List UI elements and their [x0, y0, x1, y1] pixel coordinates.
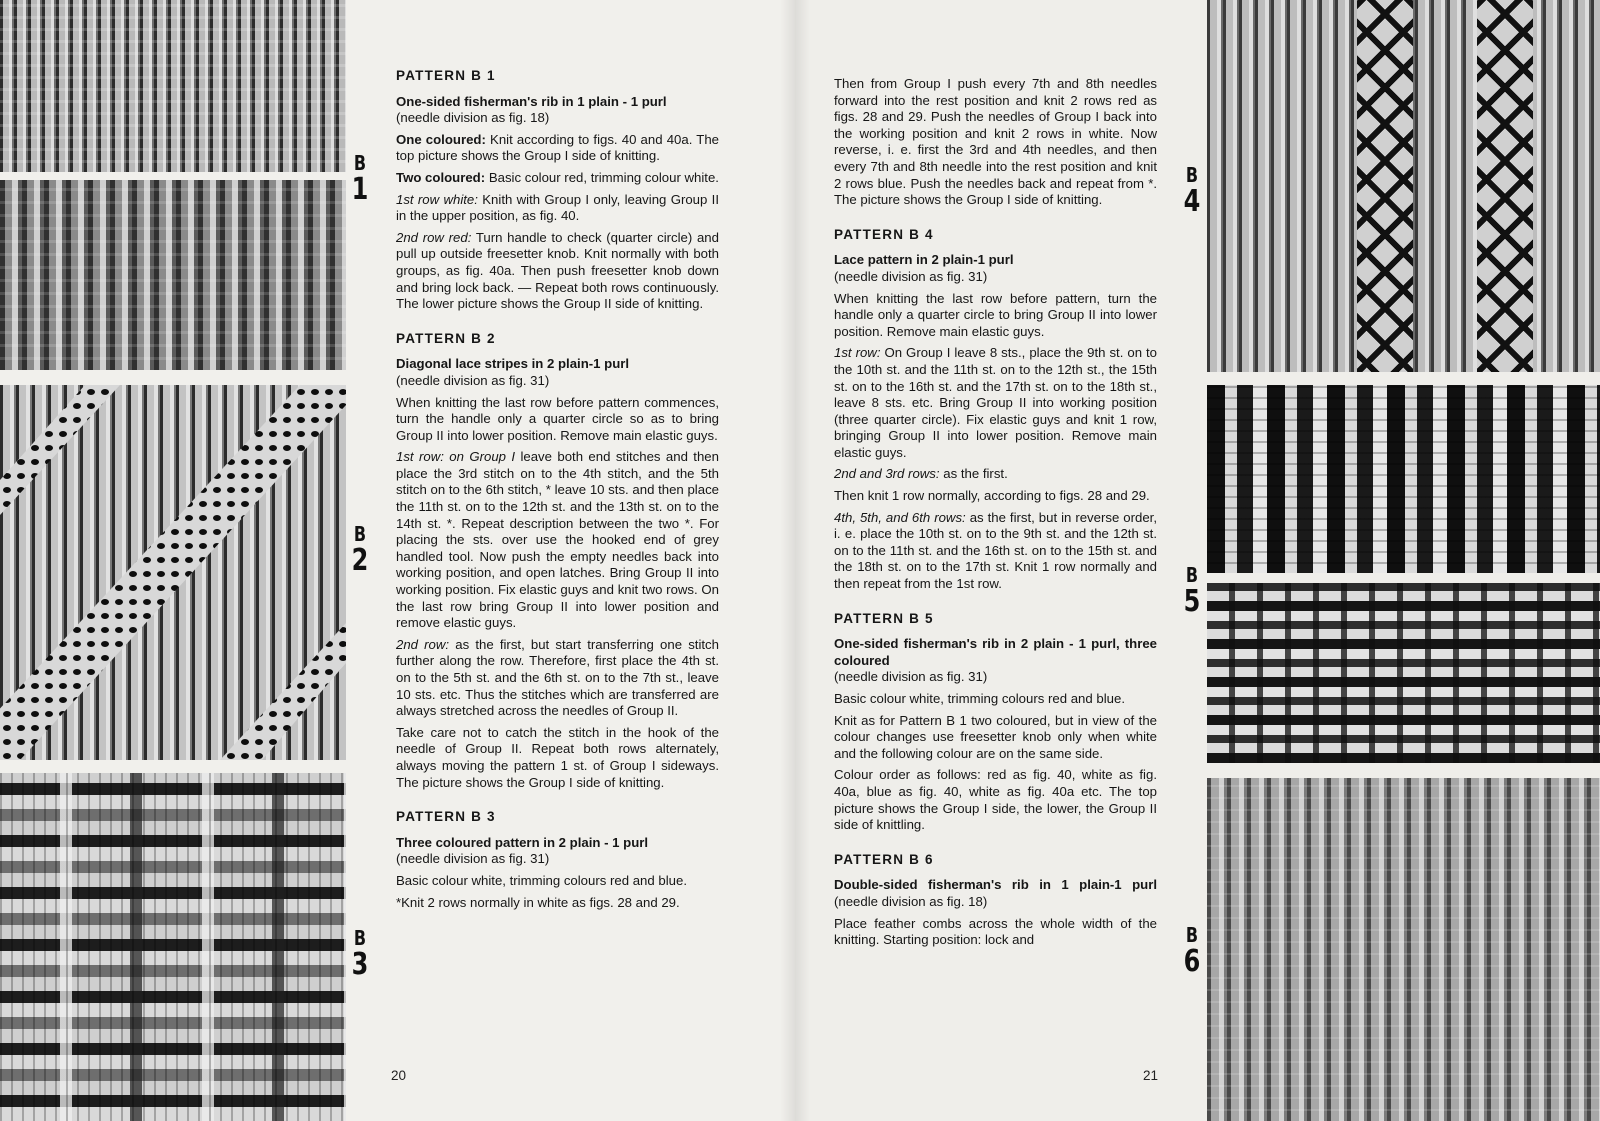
pattern-b6-needle-division: (needle division as fig. 18) [834, 893, 988, 909]
marker-b5 [1180, 565, 1204, 618]
page-number-left: 20 [391, 1068, 407, 1083]
pattern-b6-text: Place feather combs across the whole width of the knitting. Starting position: lock and [834, 915, 1157, 948]
pattern-b5-heading: PATTERN B 5 [834, 610, 934, 626]
pattern-b5-needle-division: (needle division as fig. 31) [834, 669, 988, 685]
marker-b4-letter: B [1185, 163, 1199, 187]
lace-column-1 [1357, 0, 1413, 372]
marker-b6-number: 6 [1183, 944, 1201, 979]
marker-b3-letter: B [353, 926, 367, 950]
lace-diagonals [0, 385, 346, 760]
pattern-b3-heading: PATTERN B 3 [396, 809, 496, 825]
pattern-b5-order: Colour order as follows: red as fig. 40, white as fig. 40a, blue as fig. 40, white as fig. 40a etc. The top picture shows the Group I side, the lower, the Group II side of knittling. [834, 767, 1157, 833]
pattern-b2-care: Take care not to catch the stitch in the hook of the needle of Group II. Repeat both rows alternately, always moving the pattern 1 st. of Group I sideways. The picture shows the Group I side of knitting. [396, 724, 719, 790]
b2-row2-text: as the first, but start transferring one stitch further along the row. Therefore, first place the 4th st. on to the 5th st. and the 6th st. on to the 7th st., leave 10 sts. etc. Thus the stitches which are transferred are always stretched across the needles of Group II. [396, 636, 719, 719]
b4-row23-text: as the first. [943, 466, 1008, 482]
pattern-b3-continued: Then from Group I push every 7th and 8th needles forward into the rest position and knit 2 rows red as figs. 28 and 29. Push the needles of Group I back into the working position and knit 2 rows in white. Now reverse, i. e. first the 3rd and 4th needles, and then every 7th and 8th needle into the rest position and knit 2 rows blue. Push the needles back and repeat from *. The picture shows the Group I side of knitting. [834, 76, 1157, 208]
pattern-b4-needle-division: (needle division as fig. 31) [834, 268, 988, 284]
marker-b1 [348, 153, 372, 206]
page-number-right: 21 [1143, 1068, 1159, 1083]
pattern-b6-heading: PATTERN B 6 [834, 851, 934, 867]
marker-b1-number: 1 [351, 172, 369, 207]
marker-b5-number: 5 [1183, 584, 1201, 619]
marker-b6 [1180, 925, 1204, 978]
b2-row1-label: 1st row: on Group I [396, 449, 516, 465]
pattern-b1-row1 [396, 192, 719, 225]
pattern-b3-title: Three coloured pattern in 2 plain - 1 purl [396, 834, 649, 850]
marker-b2-number: 2 [351, 543, 369, 578]
swatch-b6-image [1207, 778, 1600, 1121]
pattern-b3-needle-division: (needle division as fig. 31) [396, 851, 550, 867]
b4-row1-text: On Group I leave 8 sts., place the 9th st. on to the 10th st. and the 11th st. on to the 12th st., the 15th st. on to the 16th st. and the 17th st. on to the 18th st., leave 8 sts. etc. Bring Group II into working position (three quarter circle). Fix elastic guys and knit 1 row, bringing Group II into lower position. Remove main elastic guys. [834, 345, 1158, 460]
b1-row1-label: 1st row white: [396, 191, 478, 207]
pattern-b5-title: One-sided fisherman's rib in 2 plain - 1 purl, three coloured [834, 636, 1157, 668]
pattern-b3-colours: Basic colour white, trimming colours red and blue. [396, 872, 687, 888]
marker-b1-letter: B [353, 151, 367, 175]
pattern-b5-colours: Basic colour white, trimming colours red and blue. [834, 691, 1125, 706]
lace-column-2 [1477, 0, 1533, 372]
pattern-b2-heading: PATTERN B 2 [396, 330, 496, 346]
pattern-b1-one-coloured [396, 132, 719, 165]
b4-row456-label: 4th, 5th, and 6th rows: [834, 509, 966, 525]
pattern-b1-needle-division: (needle division as fig. 18) [396, 110, 550, 126]
pattern-b4-normal: Then knit 1 row normally, according to figs. 28 and 29. [834, 488, 1150, 504]
pattern-b1-heading: PATTERN B 1 [396, 68, 496, 83]
book-spine [780, 0, 810, 1121]
b1-row2-label: 2nd row red: [396, 229, 472, 245]
pattern-b2-needle-division: (needle division as fig. 31) [396, 372, 550, 388]
marker-b6-letter: B [1185, 923, 1199, 947]
b4-row23-label: 2nd and 3rd rows: [834, 466, 940, 482]
pattern-b1-row2 [396, 230, 719, 313]
b2-row1-text: leave both end stitches and then place the 3rd stitch on to the 4th stitch, and the 5th stitch on to the 6th stitch, * leave 10 sts. and then place the 11th st. on to the 12th st. and the 13th st. on to the 14th st. *. Repeat description between the two *. For placing the sts. over use the hooked end of grey handled tool. Now push the empty needles back into working position, and open latches. Bring Group II into working position. Fix elastic guys and knit two rows. On the last row bring Group II into lower position and remove elastic guys. [396, 449, 719, 631]
swatch-b5-top-image [1207, 385, 1600, 573]
b4-row1-label: 1st row: [834, 345, 881, 361]
swatch-b1-bottom-image [0, 180, 346, 370]
swatch-b5-bottom-image [1207, 583, 1600, 763]
swatch-b3-image [0, 773, 346, 1121]
marker-b4-number: 4 [1183, 184, 1201, 219]
pattern-b4-row23 [834, 466, 1157, 483]
pattern-b4-row456 [834, 510, 1157, 593]
pattern-b3-start: *Knit 2 rows normally in white as figs. 28 and 29. [396, 894, 680, 910]
marker-b3-number: 3 [351, 947, 369, 982]
swatch-b1-top-image [0, 0, 346, 172]
pattern-b6-title: Double-sided fisherman's rib in 1 plain-1 purl [834, 877, 1157, 893]
swatch-b4-image [1207, 0, 1600, 372]
pattern-b4-row1 [834, 345, 1157, 461]
pattern-b2-row1 [396, 449, 719, 632]
right-text-column [834, 76, 1157, 954]
marker-b2-letter: B [353, 522, 367, 546]
left-text-column [396, 68, 719, 916]
swatch-b2-image [0, 385, 346, 760]
b2-row2-label: 2nd row: [396, 636, 450, 652]
two-coloured-label: Two coloured: [396, 169, 486, 185]
b1-row2-text: Turn handle to check (quarter circle) and pull up outside freesetter knob. Knit normally with both groups, as fig. 40a. Then push freesetter knob down and bring lock back. — Repeat both rows continuously. The lower picture shows the Group II side of knitting. [396, 229, 719, 312]
pattern-b5-knit: Knit as for Pattern B 1 two coloured, but in view of the colour changes use freesetter knob only when white and the following colour are on the same side. [834, 712, 1157, 761]
pattern-b6-title-line [834, 877, 1157, 910]
pattern-b2-intro: When knitting the last row before pattern commences, turn the handle only a quarter circle so as to bring Group II into lower position. Remove main elastic guys. [396, 394, 719, 443]
pattern-b1-title: One-sided fisherman's rib in 1 plain - 1 purl [396, 93, 667, 109]
b4-row456-text: as the first, but in reverse order, i. e. place the 10th st. on to the 9th st. and the 12th st. on to the 11th st. and the 16th st. on to the 15th st. and the 18th st. on to the 17th st. Knit 1 row normally and then repeat from the 1st row. [834, 509, 1157, 592]
one-coloured-label: One coloured: [396, 131, 486, 147]
b1-row1-text: Knith with Group I only, leaving Group II in the upper position, as fig. 40. [396, 191, 719, 224]
marker-b3 [348, 928, 372, 981]
marker-b2 [348, 524, 372, 577]
one-coloured-text: Knit according to figs. 40 and 40a. The top picture shows the Group I side of knitting. [396, 131, 720, 164]
pattern-b4-title: Lace pattern in 2 plain-1 purl [834, 252, 1014, 268]
pattern-b2-row2 [396, 637, 719, 720]
marker-b4 [1180, 165, 1204, 218]
pattern-b1-two-coloured [396, 170, 719, 187]
pattern-b4-intro: When knitting the last row before pattern, turn the handle only a quarter circle to bring Group II into lower position. Remove main elastic guys. [834, 290, 1157, 339]
two-coloured-text: Basic colour red, trimming colour white. [488, 169, 719, 185]
marker-b5-letter: B [1185, 563, 1199, 587]
pattern-b2-title: Diagonal lace stripes in 2 plain-1 purl [396, 356, 630, 372]
pattern-b4-heading: PATTERN B 4 [834, 226, 934, 242]
